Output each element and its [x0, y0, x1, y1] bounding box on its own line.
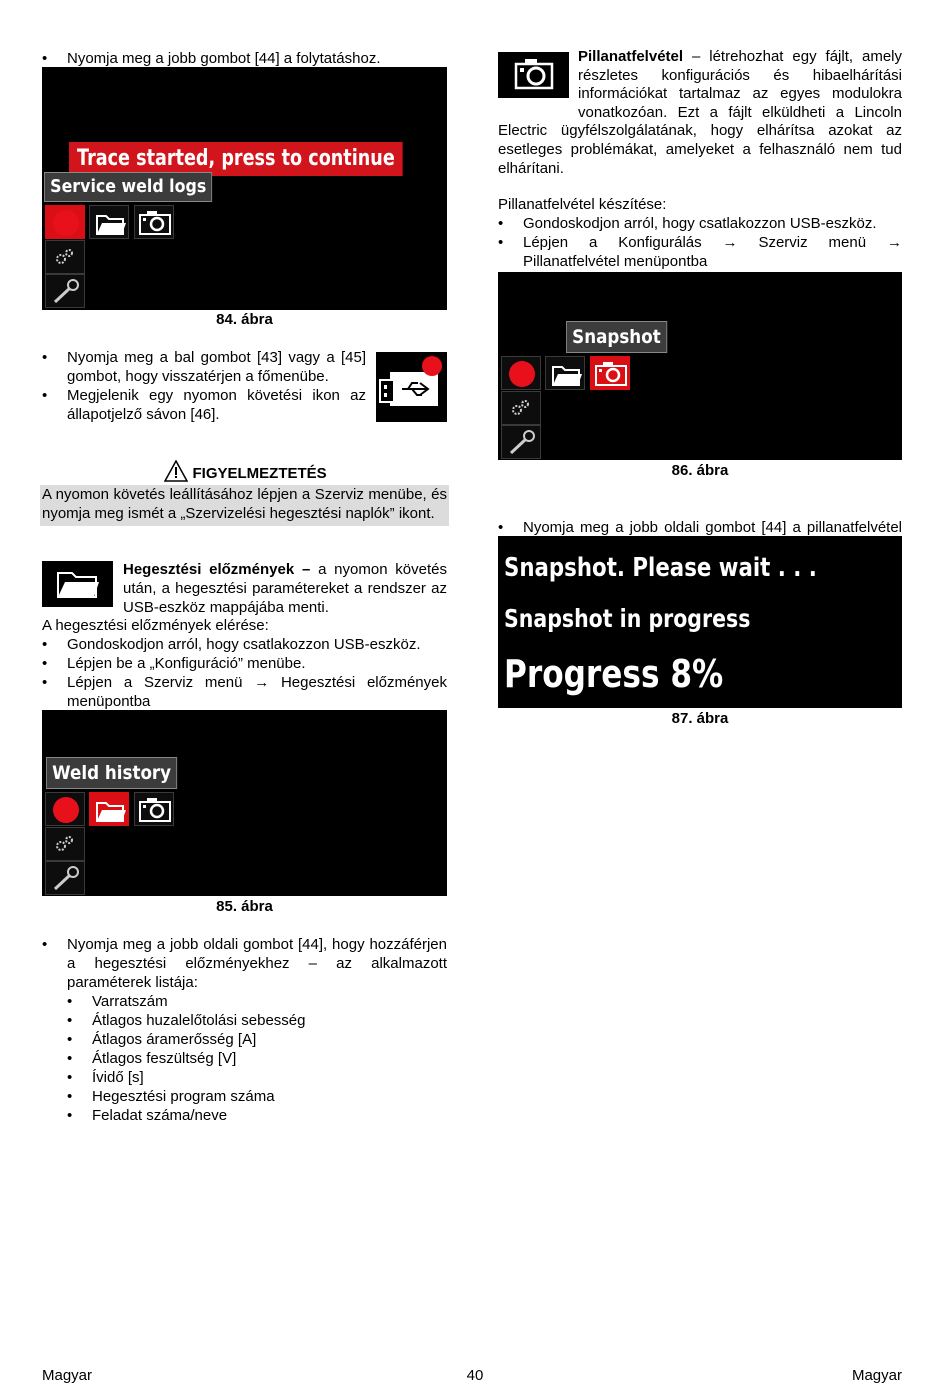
- trace-started-banner: Trace started, press to continue: [69, 142, 403, 176]
- list-item: • Hegesztési program száma: [67, 1087, 447, 1106]
- figure-85-screen: [42, 710, 447, 896]
- progress-percent-text: Progress 8%: [504, 652, 724, 696]
- snapshot-progress-text: Snapshot in progress: [504, 604, 751, 633]
- weld-log-record-tile[interactable]: [45, 792, 85, 826]
- gears-icon: [46, 241, 86, 275]
- warning-text: A nyomon követés leállításához lépjen a Szerviz menübe, és nyomja meg ismét a „Szervizelési hegesztési naplók” ikont.: [42, 486, 447, 522]
- list-item: • Átlagos áramerősség [A]: [67, 1030, 447, 1049]
- folder-icon: [90, 793, 130, 827]
- weld-history-intro: [123, 560, 447, 617]
- service-tile[interactable]: [501, 425, 541, 459]
- snapshot-text: – létrehozhat egy fájlt, amely részletes konfigurációs és hibaelhárítási információkat tartalmaz az egyes modulokra vonatkozóan. Ezt a fájlt elküldheti a Lincoln Electric ügyfélszolgálatának, hogy elhárítsa azokat az esetleges problémákat, amelyeket a felhasználó nem tud elhárítani.: [498, 48, 902, 177]
- config-tile[interactable]: [45, 240, 85, 274]
- record-dot-icon: [53, 797, 79, 823]
- service-tile[interactable]: [45, 274, 85, 308]
- weld-history-tile[interactable]: [545, 356, 585, 390]
- weld-log-record-tile[interactable]: [45, 205, 85, 239]
- bullet-params: • Nyomja meg a jobb oldali gombot [44], hogy hozzáférjen a hegesztési előzményekhez – az alkalmazott paraméterek listája:: [42, 935, 447, 992]
- snapshot-bullet-2: • Lépjen a Konfigurálás → Szerviz menü → Pillanatfelvétel menüpontba: [498, 233, 902, 271]
- return-bullets: [42, 348, 366, 424]
- bullet-continue-text: Nyomja meg a jobb gombot [44] a folytatáshoz.: [67, 50, 381, 67]
- access-heading: A hegesztési előzmények elérése:: [42, 617, 269, 634]
- figure-86-caption: 86. ábra: [671, 462, 729, 479]
- usb-trace-icon-image: [376, 352, 447, 422]
- weld-history-access: [42, 616, 447, 711]
- figure-87-screen: [498, 536, 902, 708]
- params-section: [42, 935, 447, 1125]
- list-item: • Átlagos huzalelőtolási sebesség: [67, 1011, 447, 1030]
- snapshot-title: Pillanatfelvétel: [578, 48, 684, 65]
- wrench-icon: [502, 426, 542, 460]
- folder-icon: [42, 561, 113, 607]
- figure-87-caption: 87. ábra: [671, 710, 729, 727]
- footer-language-left: Magyar: [42, 1367, 93, 1384]
- service-tile[interactable]: [45, 861, 85, 895]
- bullet-return-1: • Nyomja meg a bal gombot [43] vagy a [45] gombot, hogy visszatérjen a főmenübe.: [42, 348, 366, 386]
- wrench-icon: [46, 862, 86, 896]
- weld-log-record-tile[interactable]: [501, 356, 541, 390]
- figure-86-screen: [498, 272, 902, 460]
- snapshot-steps: [498, 195, 902, 271]
- gears-icon: [46, 828, 86, 862]
- list-item: • Átlagos feszültség [V]: [67, 1049, 447, 1068]
- warning-box: [40, 485, 449, 526]
- snapshot-tile[interactable]: [134, 792, 174, 826]
- list-item: • Varratszám: [67, 992, 447, 1011]
- warning-heading: [42, 460, 449, 483]
- weld-history-folder-image: [42, 561, 113, 607]
- record-dot-icon: [53, 210, 79, 236]
- folder-icon: [546, 357, 586, 391]
- bullet-return-2: • Megjelenik egy nyomon követési ikon az állapotjelző sávon [46].: [42, 386, 366, 424]
- warning-title: FIGYELMEZTETÉS: [192, 465, 327, 482]
- camera-icon: [135, 206, 175, 240]
- figure-84-caption: 84. ábra: [216, 311, 273, 328]
- weld-history-tile[interactable]: [89, 205, 129, 239]
- warning-triangle-icon: [164, 460, 188, 482]
- usb-icon: [376, 352, 447, 422]
- folder-icon: [90, 206, 130, 240]
- camera-icon: [591, 357, 631, 391]
- record-dot-icon: [509, 361, 535, 387]
- weld-history-title: Hegesztési előzmények –: [123, 561, 311, 578]
- page-number: 40: [466, 1367, 484, 1384]
- snapshot-tile[interactable]: [134, 205, 174, 239]
- menu-label-snapshot: Snapshot: [566, 321, 667, 353]
- history-bullet-1: • Gondoskodjon arról, hogy csatlakozzon USB-eszköz.: [42, 635, 447, 654]
- snapshot-wait-text: Snapshot. Please wait . . .: [504, 553, 817, 583]
- config-tile[interactable]: [45, 827, 85, 861]
- figure-85-caption: 85. ábra: [216, 898, 273, 915]
- bullet-start-snapshot: • Nyomja meg a jobb oldali gombot [44] a pillanatfelvétel: [498, 518, 902, 556]
- snapshot-make-heading: Pillanatfelvétel készítése:: [498, 196, 667, 213]
- history-bullet-3: • Lépjen a Szerviz menü → Hegesztési előzmények menüpontba: [42, 673, 447, 711]
- weld-history-text: a nyomon követés után, a hegesztési paramétereket a rendszer az USB-eszköz mappájába menti.: [123, 561, 448, 616]
- snapshot-intro: [498, 48, 902, 178]
- camera-icon: [135, 793, 175, 827]
- figure-84-screen: [42, 67, 447, 310]
- history-bullet-2: • Lépjen be a „Konfiguráció” menübe.: [42, 654, 447, 673]
- menu-label-weld-history: Weld history: [46, 757, 177, 789]
- menu-label-service-weld-logs: Service weld logs: [44, 172, 212, 202]
- weld-history-tile[interactable]: [89, 792, 129, 826]
- wrench-icon: [46, 275, 86, 309]
- config-tile[interactable]: [501, 391, 541, 425]
- footer-language-right: Magyar: [851, 1367, 902, 1384]
- snapshot-tile[interactable]: [590, 356, 630, 390]
- params-list: [42, 992, 447, 1125]
- bullet-continue: [42, 49, 447, 68]
- list-item: • Feladat száma/neve: [67, 1106, 447, 1125]
- list-item: • Ívidő [s]: [67, 1068, 447, 1087]
- snapshot-bullet-1: • Gondoskodjon arról, hogy csatlakozzon USB-eszköz.: [498, 214, 902, 233]
- gears-icon: [502, 392, 542, 426]
